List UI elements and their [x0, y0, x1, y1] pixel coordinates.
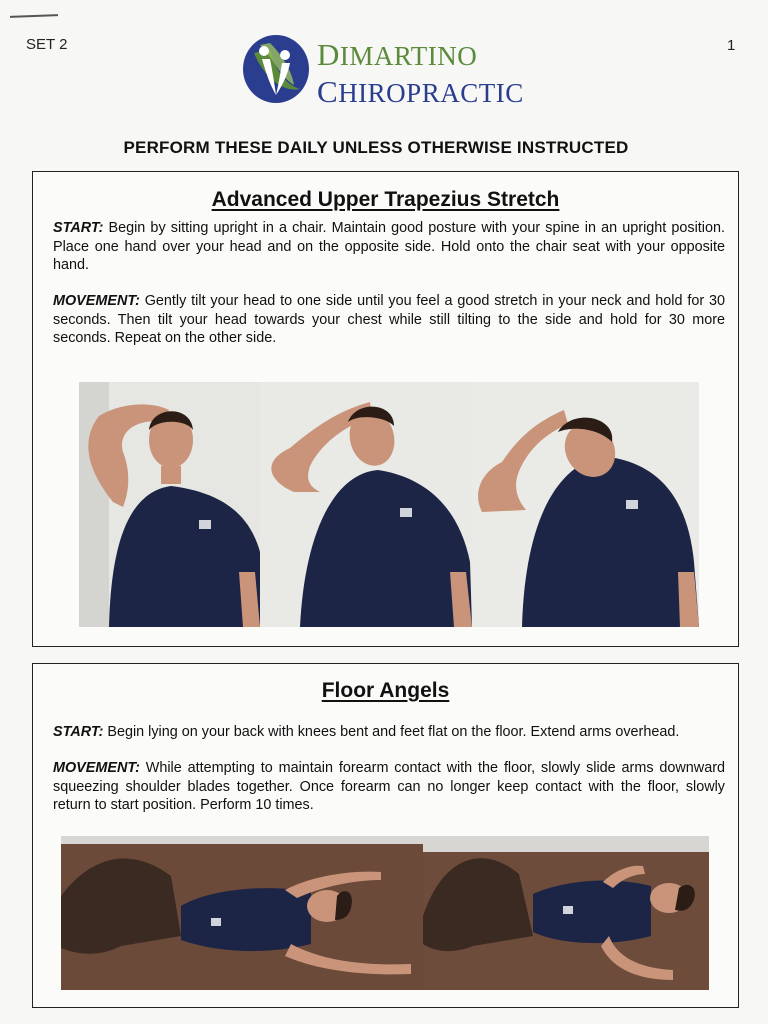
logo-line-chiropractic: CHIROPRACTIC	[317, 74, 524, 109]
movement-paragraph	[53, 292, 725, 348]
movement-label: MOVEMENT:	[53, 293, 140, 309]
movement-label: MOVEMENT:	[53, 760, 140, 776]
start-text: Begin lying on your back with knees bent and feet flat on the floor. Extend arms overhead.	[107, 724, 680, 740]
start-label: START:	[53, 724, 104, 740]
photo-step-2	[423, 836, 709, 990]
exercise-title: Advanced Upper Trapezius Stretch	[211, 188, 560, 211]
exercise-card-upper-trapezius	[32, 171, 739, 647]
exercise-photos	[61, 836, 709, 990]
photo-step-1	[61, 836, 423, 990]
set-label: SET 2	[26, 36, 68, 53]
photo-step-2	[260, 382, 472, 627]
start-paragraph	[53, 219, 725, 275]
corner-pen-mark	[10, 14, 58, 18]
logo-emblem-icon	[240, 33, 312, 105]
movement-paragraph	[53, 759, 725, 815]
page-number: 1	[727, 37, 736, 54]
logo-line-dimartino: DIMARTINO	[317, 37, 478, 72]
clinic-logo	[240, 33, 540, 109]
photo-step-1	[79, 382, 260, 627]
movement-text: While attempting to maintain forearm contact with the floor, slowly slide arms downward squeezing shoulder blades together. Once forearm can no longer keep contact with the floor, slowly return to start position. Perform 10 times.	[53, 760, 725, 813]
exercise-photos	[79, 382, 699, 627]
daily-instruction-heading: PERFORM THESE DAILY UNLESS OTHERWISE INSTRUCTED	[123, 138, 629, 157]
start-text: Begin by sitting upright in a chair. Maintain good posture with your spine in an upright position. Place one hand over your head and on the opposite side. Hold onto the chair seat with your opposite hand.	[53, 220, 726, 273]
exercise-card-floor-angels	[32, 663, 739, 1008]
movement-text: Gently tilt your head to one side until you feel a good stretch in your neck and hold for 30 seconds. Then tilt your head towards your chest while still tilting to the side and hold for 30 more seconds. Repeat on the other side.	[53, 293, 726, 346]
exercise-title: Floor Angels	[321, 679, 450, 702]
photo-step-3	[472, 382, 699, 627]
start-paragraph	[53, 723, 725, 742]
start-label: START:	[53, 220, 104, 236]
